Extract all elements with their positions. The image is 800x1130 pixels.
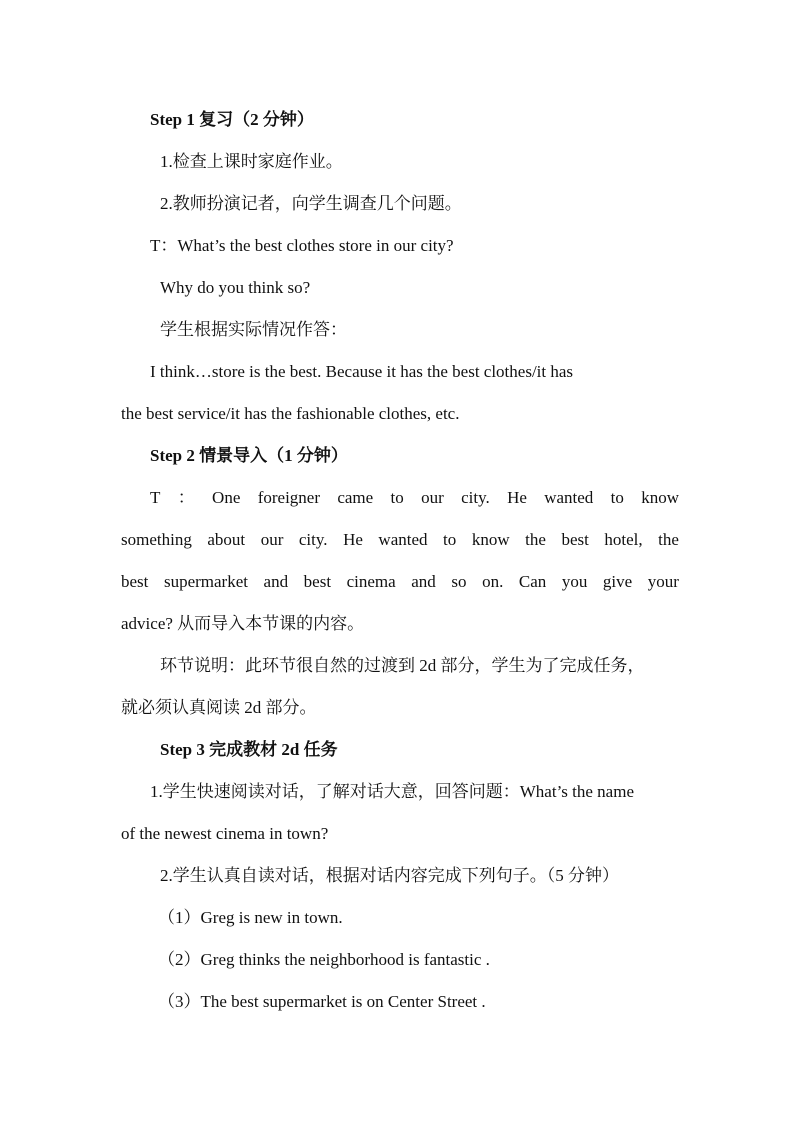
word: the xyxy=(658,530,679,549)
word: the xyxy=(525,530,546,549)
word: something xyxy=(121,530,192,549)
word: supermarket xyxy=(163,572,248,591)
word: best xyxy=(561,530,589,549)
word: ： xyxy=(177,488,195,507)
step3-item-1-line-2: of the newest cinema in town? xyxy=(121,824,329,843)
word: our xyxy=(421,488,444,507)
word: on. xyxy=(482,572,504,591)
step2-paragraph-line-1 xyxy=(150,486,679,510)
word: our xyxy=(260,530,284,549)
word: wanted xyxy=(544,488,594,507)
word: to xyxy=(443,530,457,549)
word: T xyxy=(150,488,161,507)
word: wanted xyxy=(378,530,428,549)
word: He xyxy=(343,530,363,549)
step1-student-prompt: 学生根据实际情况作答： xyxy=(160,320,347,339)
word: about xyxy=(207,530,246,549)
step2-note-line-2: 就必须认真阅读 2d 部分。 xyxy=(121,698,317,717)
word: to xyxy=(390,488,404,507)
word: your xyxy=(647,572,679,591)
step3-item-1-line-1: 1.学生快速阅读对话，了解对话大意，回答问题：What’s the name xyxy=(150,782,634,801)
step3-sentence-1: （1）Greg is new in town. xyxy=(158,908,343,927)
word: and xyxy=(263,572,289,591)
step1-heading: Step 1 复习（2 分钟） xyxy=(150,110,314,129)
step1-item-2: 2.教师扮演记者，向学生调查几个问题。 xyxy=(160,194,462,213)
word: best xyxy=(121,572,149,591)
word: came xyxy=(337,488,374,507)
word: give xyxy=(602,572,633,591)
word: know xyxy=(641,488,679,507)
word: and xyxy=(411,572,436,591)
step2-note-line-1: 环节说明：此环节很自然的过渡到 2d 部分，学生为了完成任务， xyxy=(160,656,645,675)
word: He xyxy=(507,488,527,507)
step3-heading: Step 3 完成教材 2d 任务 xyxy=(160,740,338,759)
word: know xyxy=(471,530,510,549)
step1-answer-line-1: I think…store is the best. Because it has the best clothes/it has xyxy=(150,362,574,381)
word: city. xyxy=(298,530,328,549)
word: city. xyxy=(461,488,490,507)
step1-teacher-question-2: Why do you think so? xyxy=(160,278,311,297)
word: hotel, xyxy=(604,530,643,549)
step2-heading: Step 2 情景导入（1 分钟） xyxy=(150,446,348,465)
word: best xyxy=(303,572,332,591)
step2-paragraph-line-2 xyxy=(121,528,679,552)
word: cinema xyxy=(346,572,396,591)
step2-paragraph-line-3 xyxy=(121,570,679,594)
step3-item-2: 2.学生认真自读对话，根据对话内容完成下列句子。（5 分钟） xyxy=(160,866,619,885)
word: foreigner xyxy=(257,488,321,507)
step3-sentence-2: （2）Greg thinks the neighborhood is fantastic . xyxy=(158,950,490,969)
word: you xyxy=(561,572,588,591)
step2-paragraph-line-4: advice? 从而导入本节课的内容。 xyxy=(121,614,365,633)
word: to xyxy=(610,488,624,507)
word: One xyxy=(212,488,241,507)
step1-teacher-question-1: T：What’s the best clothes store in our city? xyxy=(150,236,454,255)
step1-item-1: 1.检查上课时家庭作业。 xyxy=(160,152,343,171)
step1-answer-line-2: the best service/it has the fashionable clothes, etc. xyxy=(121,404,460,423)
word: Can xyxy=(518,572,547,591)
step3-sentence-3: （3）The best supermarket is on Center Street . xyxy=(158,992,486,1011)
word: so xyxy=(451,572,467,591)
